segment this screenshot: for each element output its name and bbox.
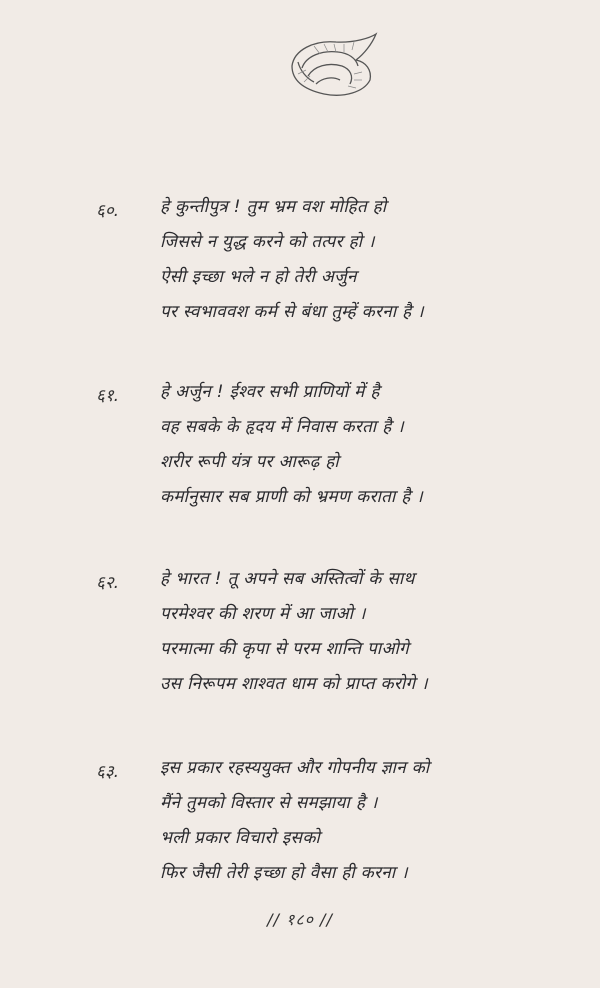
verse-line: जिससे न युद्ध करने को तत्पर हो ।: [160, 232, 375, 252]
conch-shell-icon: [284, 32, 380, 100]
verse-line: फिर जैसी तेरी इच्छा हो वैसा ही करना ।: [160, 863, 408, 883]
verse-line: इस प्रकार रहस्ययुक्त और गोपनीय ज्ञान को: [160, 758, 430, 778]
verse-line: ऐसी इच्छा भले न हो तेरी अर्जुन: [160, 267, 357, 287]
verse-line: मैंने तुमको विस्तार से समझाया है ।: [160, 793, 378, 813]
verse-line: हे अर्जुन ! ईश्वर सभी प्राणियों में है: [160, 382, 380, 402]
verse-number: ६३.: [96, 762, 120, 782]
verse-line: भली प्रकार विचारो इसको: [160, 828, 321, 848]
verse-line: शरीर रूपी यंत्र पर आरूढ़ हो: [160, 452, 339, 472]
verse-line: परमात्मा की कृपा से परम शान्ति पाओगे: [160, 639, 409, 659]
verse-line: उस निरूपम शाश्वत धाम को प्राप्त करोगे ।: [160, 674, 428, 694]
verse-line: पर स्वभाववश कर्म से बंधा तुम्हें करना है ।: [160, 302, 424, 322]
verse-line: परमेश्वर की शरण में आ जाओ ।: [160, 604, 366, 624]
verse-line: कर्मानुसार सब प्राणी को भ्रमण कराता है ।: [160, 487, 424, 507]
verse-number: ६०.: [96, 201, 120, 221]
verse-line: वह सबके के हृदय में निवास करता है ।: [160, 417, 404, 437]
verse-number: ६१.: [96, 386, 120, 406]
verse-line: हे भारत ! तू अपने सब अस्तित्वों के साथ: [160, 569, 415, 589]
page-number: // १८० //: [267, 910, 333, 929]
verse-line: हे कुन्तीपुत्र ! तुम भ्रम वश मोहित हो: [160, 197, 387, 217]
verse-number: ६२.: [96, 573, 120, 593]
